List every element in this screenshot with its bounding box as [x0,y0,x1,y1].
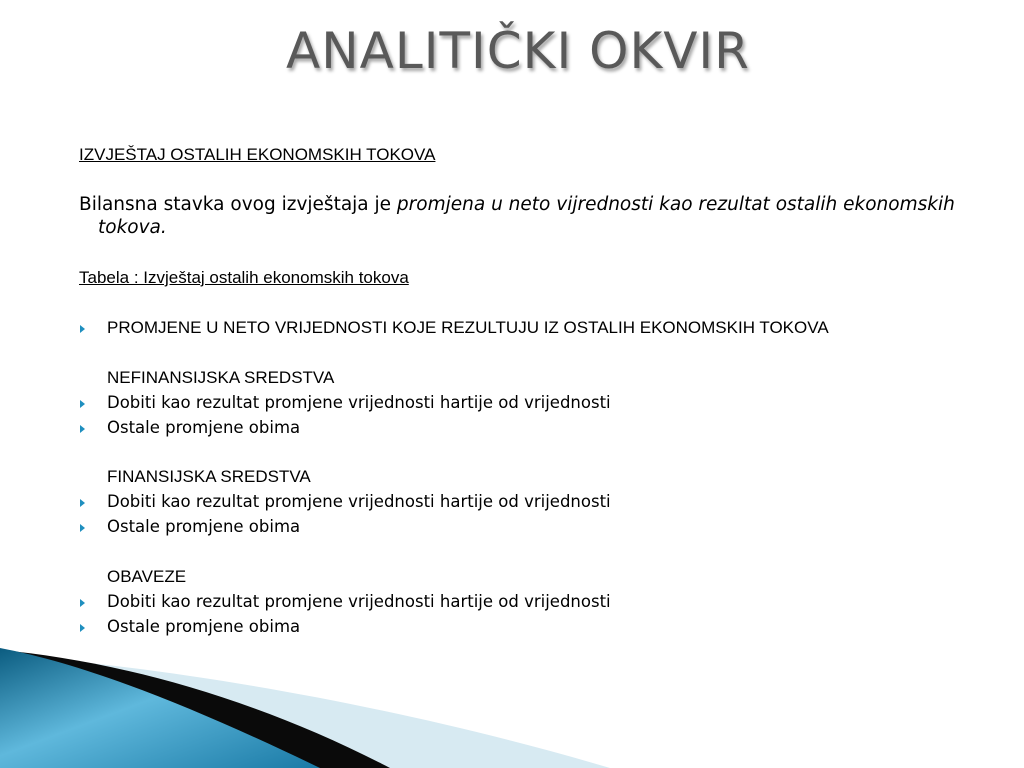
list-item: Ostale promjene obima [107,517,301,536]
group-heading-obaveze: OBAVEZE [107,567,187,586]
list-item: Ostale promjene obima [107,418,301,437]
main-item: PROMJENE U NETO VRIJEDNOSTI KOJE REZULTUJU IZ OSTALIH EKONOMSKIH TOKOVA [107,318,829,337]
table-caption: Tabela : Izvještaj ostalih ekonomskih tokova [79,268,409,287]
slide-title: ANALITIČKI OKVIR [286,22,750,80]
list-item: Dobiti kao rezultat promjene vrijednosti hartije od vrijednosti [107,393,611,412]
intro-text: Bilansna stavka ovog izvještaja je [79,194,397,215]
list-item: Dobiti kao rezultat promjene vrijednosti hartije od vrijednosti [107,592,611,611]
list-item: Ostale promjene obima [107,617,301,636]
group-heading-finansijska: FINANSIJSKA SREDSTVA [107,467,311,486]
group-heading-nefinansijska: NEFINANSIJSKA SREDSTVA [107,368,335,387]
list-item: Dobiti kao rezultat promjene vrijednosti hartije od vrijednosti [107,492,611,511]
intro-emphasis: promjena u neto vijrednosti kao rezultat ostalih ekonomskih tokova. [98,194,955,238]
section-heading: IZVJEŠTAJ OSTALIH EKONOMSKIH TOKOVA [79,145,436,164]
